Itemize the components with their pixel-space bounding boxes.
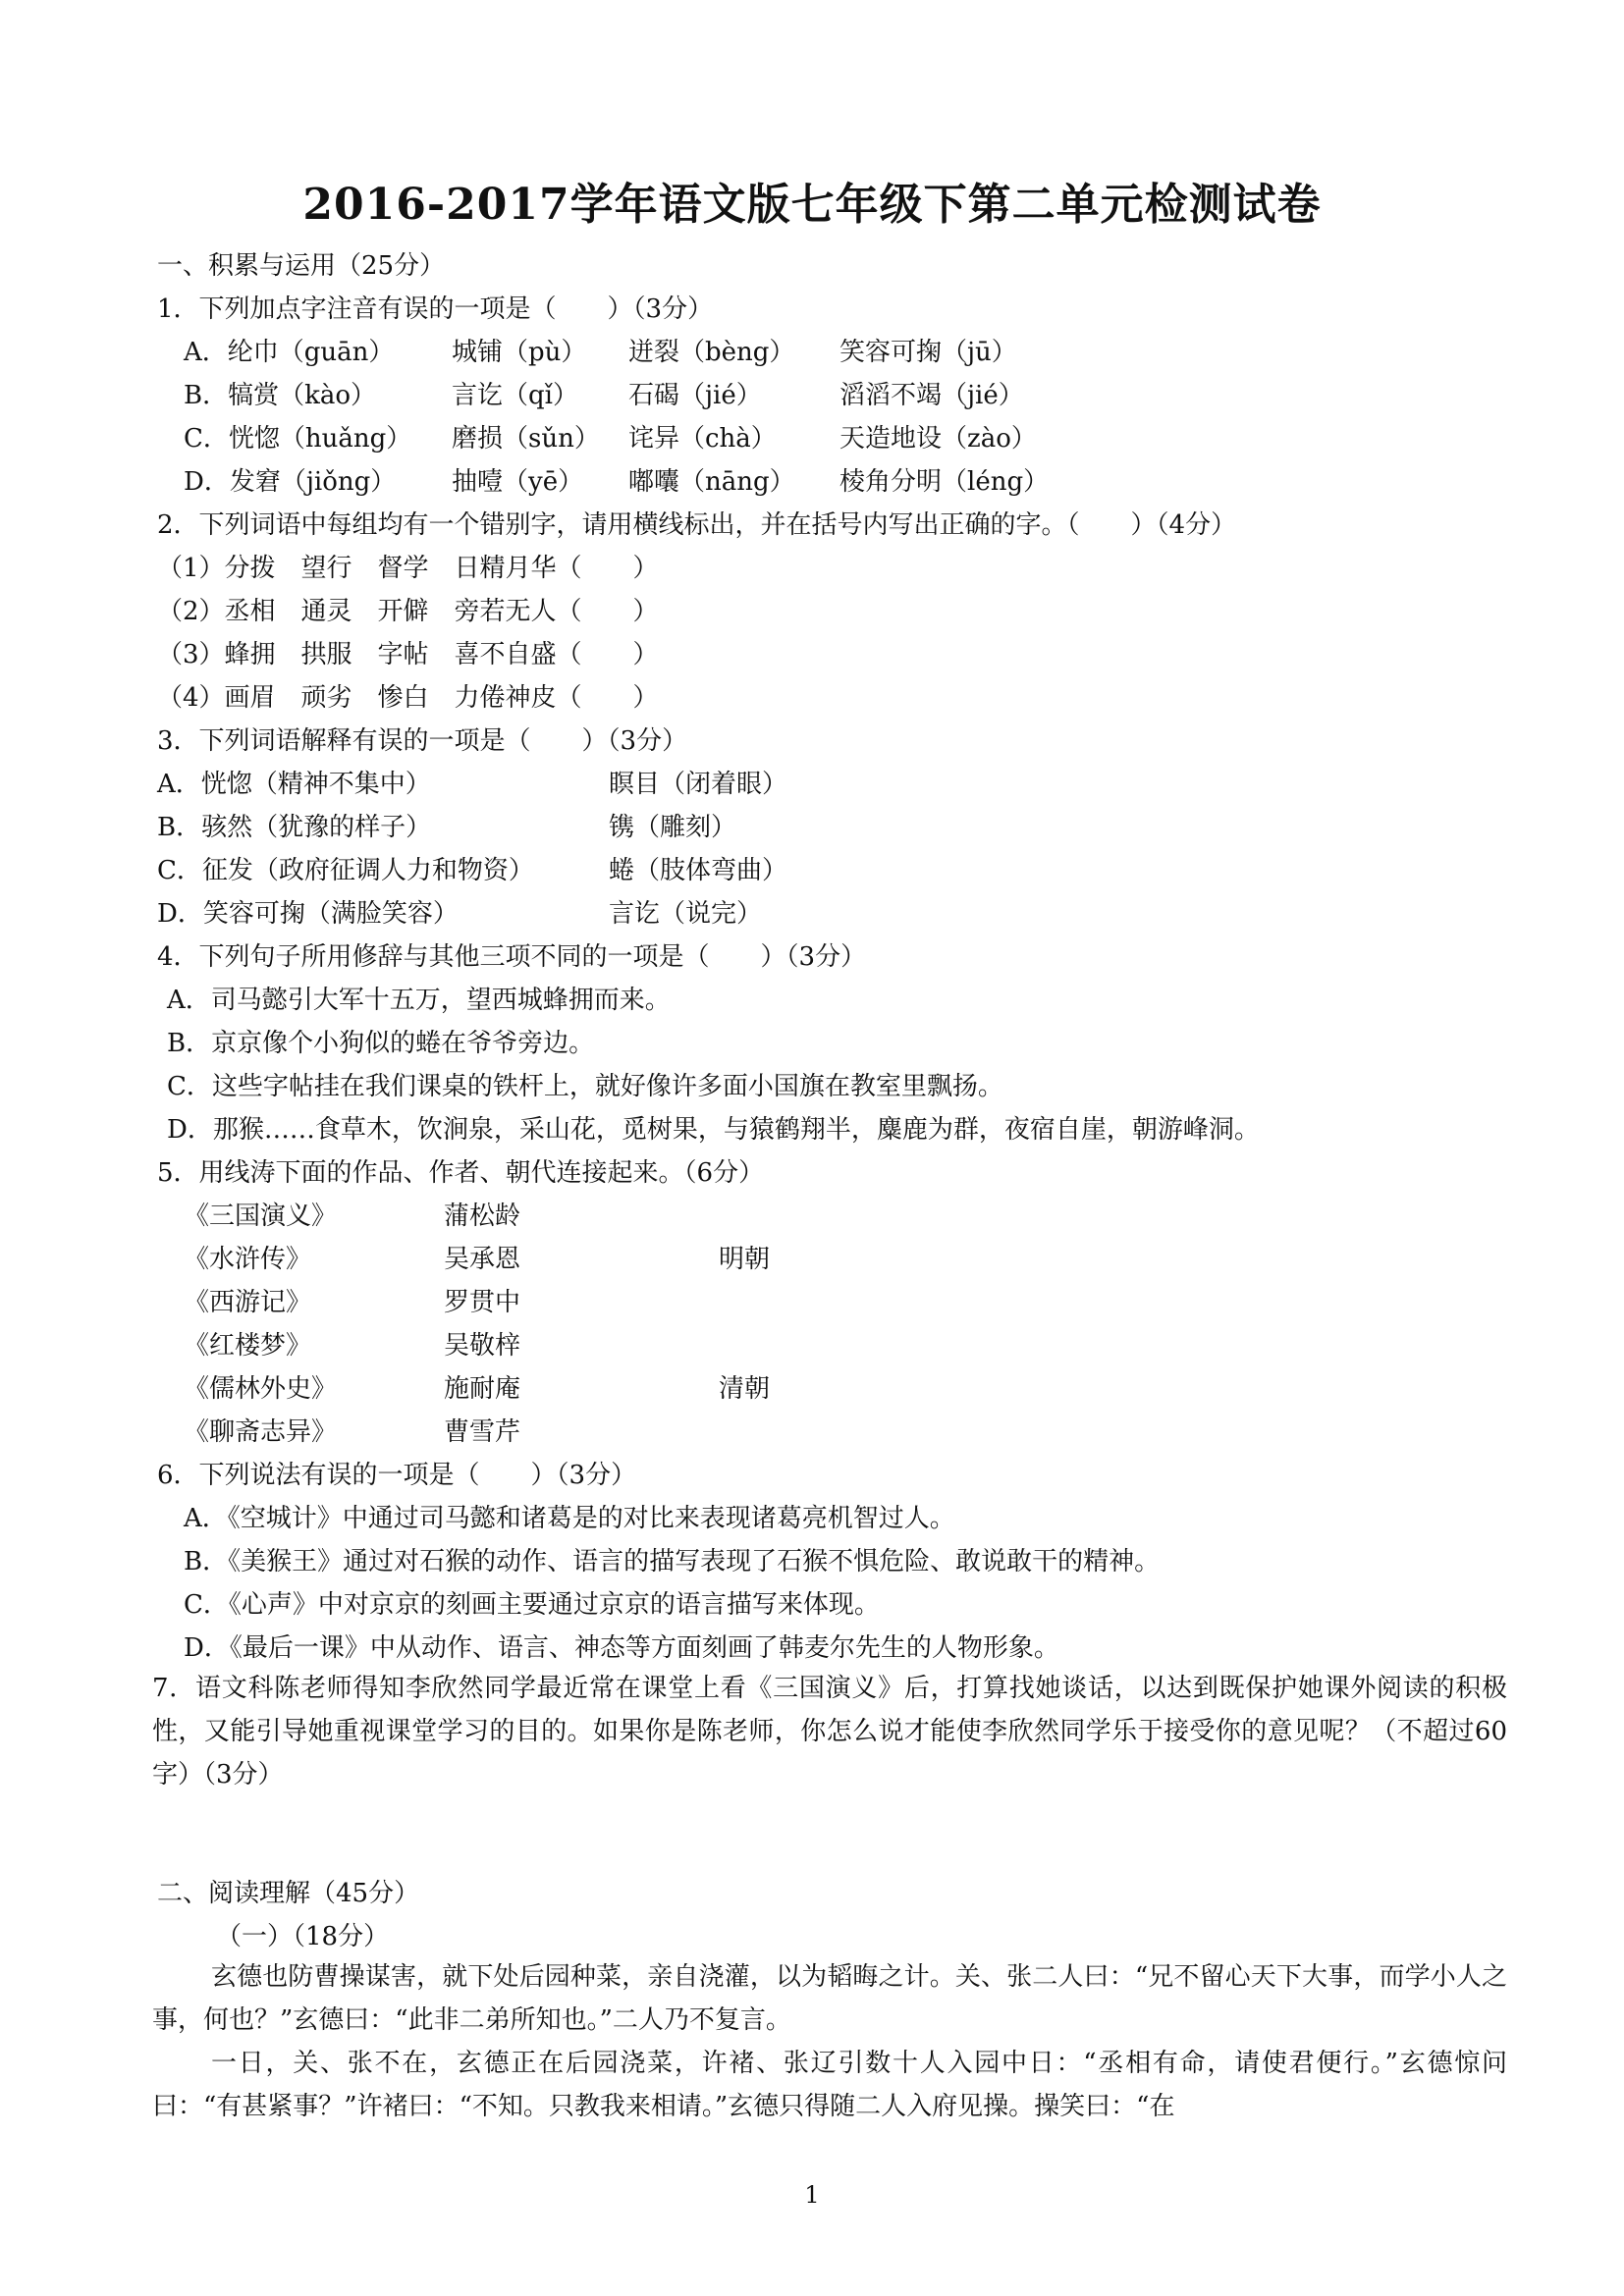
- question-6-stem: 6．下列说法有误的一项是（ ）（3分）: [157, 1461, 637, 1490]
- question-7: 7．语文科陈老师得知李欣然同学最近常在课堂上看《三国演义》后，打算找她谈话，以达到既保护她课外阅读的积极性，又能引导她重视课堂学习的目的。如果你是陈老师，你怎么说才能使李欣然同学乐于接受你的意见呢？（不超过60字）（3分）: [152, 1674, 1507, 1789]
- work-item: 《三国演义》: [184, 1201, 338, 1231]
- question-3-option-c-second: 蜷（肢体弯曲）: [609, 856, 788, 885]
- question-2-item: （4）画眉 顽劣 惨白 力倦神皮（ ）: [157, 683, 659, 713]
- question-5-stem: 5．用线涛下面的作品、作者、朝代连接起来。（6分）: [157, 1158, 765, 1188]
- question-6-option-b: B．《美猴王》通过对石猴的动作、语言的描写表现了石猴不惧危险、敢说敢干的精神。: [184, 1547, 1161, 1576]
- question-3-option-d: D．笑容可掬（满脸笑容）: [157, 899, 459, 929]
- question-2-item: （1）分拨 望行 督学 日精月华（ ）: [157, 554, 659, 583]
- question-2-item: （2）丞相 通灵 开僻 旁若无人（ ）: [157, 597, 659, 626]
- question-4-option-c: C．这些字帖挂在我们课桌的铁杆上，就好像许多面小国旗在教室里飘扬。: [167, 1072, 1003, 1101]
- reading-passage-paragraph: 玄德也防曹操谋害，就下处后园种菜，亲自浇灌，以为韬晦之计。关、张二人曰：“兄不留心天下大事，而学小人之事，何也？”玄德曰：“此非二弟所知也。”二人乃不复言。: [152, 1962, 1507, 2035]
- section-heading: 一、积累与运用（25分）: [157, 251, 446, 281]
- question-6-option-c: C．《心声》中对京京的刻画主要通过京京的语言描写来体现。: [184, 1590, 880, 1620]
- author-item: 施耐庵: [444, 1374, 521, 1404]
- question-3-option-a-second: 瞑目（闭着眼）: [609, 770, 788, 799]
- question-3-stem: 3．下列词语解释有误的一项是（ ）（3分）: [157, 726, 688, 756]
- dynasty-item: 清朝: [719, 1374, 771, 1404]
- question-4-stem: 4．下列句子所用修辞与其他三项不同的一项是（ ）（3分）: [157, 942, 867, 972]
- page-number: 1: [804, 2181, 820, 2209]
- page-title: 2016-2017学年语文版七年级下第二单元检测试卷: [302, 180, 1322, 230]
- work-item: 《红楼梦》: [184, 1331, 312, 1361]
- question-2-stem: 2．下列词语中每组均有一个错别字，请用横线标出，并在括号内写出正确的字。（ ）（4分）: [157, 510, 1237, 540]
- question-3-option-c: C．征发（政府征调人力和物资）: [157, 856, 534, 885]
- author-item: 罗贯中: [444, 1288, 521, 1317]
- author-item: 曹雪芹: [444, 1417, 521, 1447]
- question-3-option-b-second: 镌（雕刻）: [609, 813, 737, 842]
- work-item: 《聊斋志异》: [184, 1417, 338, 1447]
- question-3-option-a: A．恍惚（精神不集中）: [157, 770, 431, 799]
- question-2-item: （3）蜂拥 拱服 字帖 喜不自盛（ ）: [157, 640, 659, 669]
- work-item: 《儒林外史》: [184, 1374, 338, 1404]
- question-3-option-d-second: 言讫（说完）: [609, 899, 763, 929]
- question-3-option-b: B．骇然（犹豫的样子）: [157, 813, 432, 842]
- reading-passage-paragraph: 一日，关、张不在，玄德正在后园浇菜，许褚、张辽引数十人入园中日：“丞相有命，请使君便行。”玄德惊问曰：“有甚紧事？”许褚曰：“不知。只教我来相请。”玄德只得随二人入府见操。操笑曰：“在: [152, 2049, 1507, 2121]
- author-item: 吴承恩: [444, 1245, 521, 1274]
- question-6-option-a: A．《空城计》中通过司马懿和诸葛是的对比来表现诸葛亮机智过人。: [184, 1504, 955, 1533]
- section-heading: 二、阅读理解（45分）: [157, 1879, 420, 1908]
- question-6-option-d: D．《最后一课》中从动作、语言、神态等方面刻画了韩麦尔先生的人物形象。: [184, 1633, 1059, 1663]
- exam-page: 2016-2017学年语文版七年级下第二单元检测试卷 一、积累与运用（25分） 1．下列加点字注音有误的一项是（ ）（3分） A．纶巾（guān） 城铺（pù） 迸裂（bèng） 笑容可掬（jū） B．犒赏（kào） 言讫（qǐ） 石碣（jié） 滔滔不竭（jié） C．恍惚（huǎng） 磨损（sǔn） 诧异（chà） 天造地设（zào） D．发窘（jiǒng） 抽噎（yē） 嘟囔（nāng） 棱角分明（léng） 2．下列词语中每组均有一个错别字，请用横线标出，并在括号内写出正确的字。（ ）（4分） （1）分拨 望行 督学 日精月华（ ） （2）丞相 通灵 开僻 旁若无人（ ） （3）蜂拥 拱服 字帖 喜不自盛（ ） （4）画眉 顽劣 惨白 力倦神皮（ ） 3．下列词语解释有误的一项是（ ）（3分） A．恍惚（精神不集中） 瞑目（闭着眼） B．骇然（犹豫的样子） 镌（雕刻） C．征发（政府征调人力和物资） 蜷（肢体弯曲） D．笑容可掬（满脸笑容） 言讫（说完） 4．下列句子所用修辞与其他三项不同的一项是（ ）（3分） A．司马懿引大军十五万，望西城蜂拥而来。 B．京京像个小狗似的蜷在爷爷旁边。 C．这些字帖挂在我们课桌的铁杆上，就好像许多面小国旗在教室里飘扬。 D．那猴……食草木，饮涧泉，采山花，觅树果，与猿鹤翔半，麋鹿为群，夜宿自崖，朝游峰洞。 5．用线涛下面的作品、作者、朝代连接起来。（6分） 《三国演义》 《水浒传》 《西游记》 《红楼梦》 《儒林外史》 《聊斋志异》 蒲松龄 吴承恩 罗贯中 吴敬梓 施耐庵 曹雪芹 明朝 清朝 6．下列说法有误的一项是（ ）（3分） A．《空城计》中通过司马懿和诸葛是的对比来表现诸葛亮机智过人。 B．《美猴王》通过对石猴的动作、语言的描写表现了石猴不惧危险、敢说敢干的精神。 C．《心声》中对京京的刻画主要通过京京的语言描写来体现。 D．《最后一课》中从动作、语言、神态等方面刻画了韩麦尔先生的人物形象。 7．语文科陈老师得知李欣然同学最近常在课堂上看《三国演义》后，打算找她谈话，以达到既保护她课外阅读的积极性，又能引导她重视课堂学习的目的。如果你是陈老师，你怎么说才能使李欣然同学乐于接受你的意见呢？（不超过60字）（3分） 二、阅读理解（45分） （一）（18分） 玄德也防曹操谋害，就下处后园种菜，亲自浇灌，以为韬晦之计。关、张二人曰：“兄不留心天下大事，而学小人之事，何也？”玄德曰：“此非二弟所知也。”二人乃不复言。 一日，关、张不在，玄德正在后园浇菜，许褚、张辽引数十人入园中日：“丞相有命，请使君便行。”玄德惊问曰：“有甚紧事？”许褚曰：“不知。只教我来相请。”玄德只得随二人入府见操。操笑曰：“在 1: [0, 0, 1624, 2296]
- work-item: 《西游记》: [184, 1288, 312, 1317]
- author-item: 吴敬梓: [444, 1331, 521, 1361]
- question-1-stem: 1．下列加点字注音有误的一项是（ ）（3分）: [157, 294, 714, 324]
- author-item: 蒲松龄: [444, 1201, 521, 1231]
- question-4-option-d: D．那猴……食草木，饮涧泉，采山花，觅树果，与猿鹤翔半，麋鹿为群，夜宿自崖，朝游峰洞。: [167, 1115, 1260, 1145]
- question-4-option-b: B．京京像个小狗似的蜷在爷爷旁边。: [167, 1029, 595, 1058]
- work-item: 《水浒传》: [184, 1245, 312, 1274]
- question-4-option-a: A．司马懿引大军十五万，望西城蜂拥而来。: [167, 986, 671, 1015]
- dynasty-item: 明朝: [719, 1245, 771, 1274]
- subsection-heading: （一）（18分）: [216, 1922, 390, 1951]
